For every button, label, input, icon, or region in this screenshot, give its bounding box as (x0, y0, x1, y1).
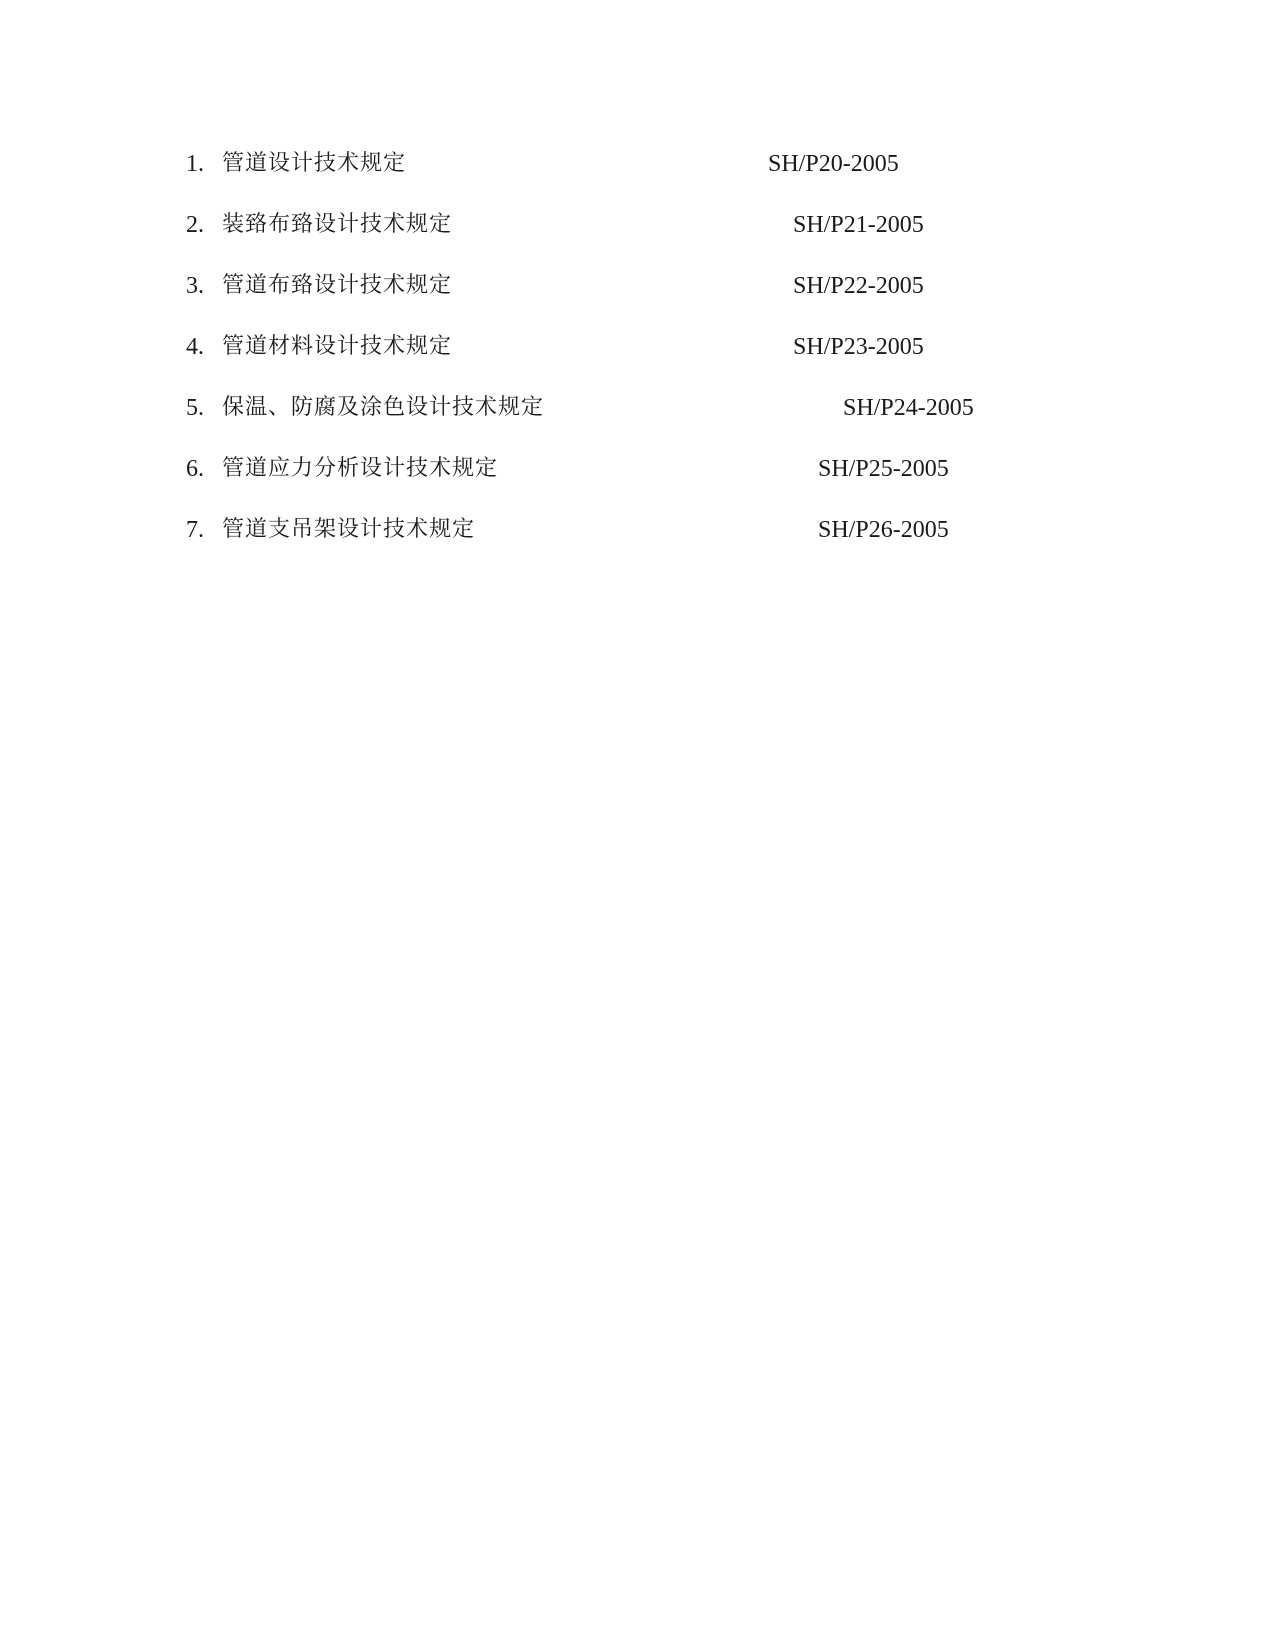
item-title: 管道支吊架设计技术规定 (222, 517, 476, 542)
item-code: SH/P23-2005 (793, 334, 924, 360)
item-number: 3. (186, 273, 204, 299)
list-item (0, 147, 1275, 187)
item-title: 装臵布臵设计技术规定 (222, 212, 453, 237)
item-number: 7. (186, 517, 204, 543)
item-code: SH/P26-2005 (818, 517, 949, 543)
item-title: 管道设计技术规定 (222, 151, 407, 176)
item-number: 4. (186, 334, 204, 360)
item-code: SH/P22-2005 (793, 273, 924, 299)
item-code: SH/P20-2005 (768, 151, 899, 177)
list-item (0, 452, 1275, 492)
item-number: 6. (186, 456, 204, 482)
list-item (0, 269, 1275, 309)
item-code: SH/P21-2005 (793, 212, 924, 238)
item-title: 管道材料设计技术规定 (222, 334, 453, 359)
item-number: 2. (186, 212, 204, 238)
list-item (0, 330, 1275, 370)
item-code: SH/P24-2005 (843, 395, 974, 421)
item-code: SH/P25-2005 (818, 456, 949, 482)
item-number: 5. (186, 395, 204, 421)
item-title: 保温、防腐及涂色设计技术规定 (222, 395, 545, 420)
item-number: 1. (186, 151, 204, 177)
list-item (0, 208, 1275, 248)
list-item (0, 513, 1275, 553)
item-title: 管道应力分析设计技术规定 (222, 456, 499, 481)
list-item (0, 391, 1275, 431)
standards-list (0, 0, 1275, 600)
item-title: 管道布臵设计技术规定 (222, 273, 453, 298)
